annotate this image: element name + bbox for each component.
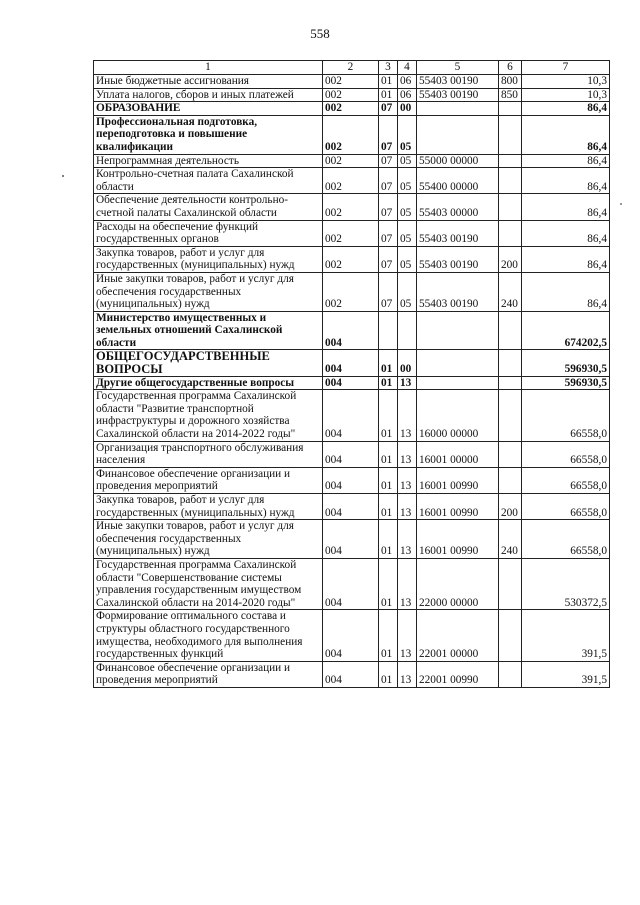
row-c5-cell: 55403 00000: [417, 194, 499, 220]
row-name-cell: Государственная программа Сахалинской области "Совершенствование системы управления государственным имуществом Сахалинской области на 2014-2020 годы": [94, 558, 323, 609]
scan-speck: [620, 203, 622, 205]
row-c4-cell: 05: [398, 194, 417, 220]
row-c7-cell: 66558,0: [522, 467, 610, 493]
row-c3-cell: 07: [379, 246, 398, 272]
row-name-cell: Финансовое обеспечение организации и проведения мероприятий: [94, 661, 323, 687]
row-c5-cell: 55000 00000: [417, 154, 499, 168]
row-c5-cell: 55400 00000: [417, 168, 499, 194]
row-name-cell: Финансовое обеспечение организации и проведения мероприятий: [94, 467, 323, 493]
column-header: 6: [499, 61, 522, 75]
table-row: [94, 467, 610, 493]
row-c7-cell: 66558,0: [522, 390, 610, 441]
row-c4-cell: 05: [398, 168, 417, 194]
row-c5-cell: 22001 00000: [417, 610, 499, 661]
row-c7-cell: 66558,0: [522, 520, 610, 559]
row-c2-cell: 002: [323, 168, 379, 194]
row-c7-cell: 86,4: [522, 102, 610, 116]
row-c7-cell: 10,3: [522, 88, 610, 102]
row-c6-cell: 200: [499, 494, 522, 520]
row-c2-cell: 004: [323, 610, 379, 661]
table-row: [94, 168, 610, 194]
row-c6-cell: [499, 220, 522, 246]
row-name-cell: Непрограммная деятельность: [94, 154, 323, 168]
row-c5-cell: [417, 102, 499, 116]
row-name-cell: ОБЩЕГОСУДАРСТВЕННЫЕ ВОПРОСЫ: [94, 350, 323, 376]
row-c6-cell: 800: [499, 75, 522, 89]
row-c6-cell: [499, 661, 522, 687]
row-c7-cell: 674202,5: [522, 311, 610, 350]
row-c7-cell: 66558,0: [522, 441, 610, 467]
row-c7-cell: 86,4: [522, 272, 610, 311]
row-c4-cell: 05: [398, 220, 417, 246]
row-c5-cell: [417, 311, 499, 350]
row-name-cell: Министерство имущественных и земельных отношений Сахалинской области: [94, 311, 323, 350]
row-c2-cell: 004: [323, 467, 379, 493]
row-c7-cell: 10,3: [522, 75, 610, 89]
table-row: [94, 115, 610, 154]
row-c7-cell: 391,5: [522, 661, 610, 687]
row-c2-cell: 004: [323, 441, 379, 467]
row-c6-cell: [499, 115, 522, 154]
row-c2-cell: 002: [323, 194, 379, 220]
row-c5-cell: [417, 350, 499, 376]
table-row: [94, 390, 610, 441]
column-header: 1: [94, 61, 323, 75]
table-row: [94, 350, 610, 376]
row-c2-cell: 004: [323, 558, 379, 609]
row-c7-cell: 86,4: [522, 220, 610, 246]
row-c5-cell: 55403 00190: [417, 246, 499, 272]
row-c3-cell: 07: [379, 194, 398, 220]
row-c2-cell: 002: [323, 154, 379, 168]
row-c6-cell: [499, 558, 522, 609]
row-c2-cell: 004: [323, 390, 379, 441]
row-c7-cell: 86,4: [522, 246, 610, 272]
row-c2-cell: 002: [323, 272, 379, 311]
row-c3-cell: 01: [379, 75, 398, 89]
table-row: [94, 311, 610, 350]
row-c2-cell: 004: [323, 494, 379, 520]
table-row: [94, 376, 610, 390]
budget-table: [93, 60, 610, 688]
row-c4-cell: 13: [398, 610, 417, 661]
row-c4-cell: 13: [398, 467, 417, 493]
column-header: 3: [379, 61, 398, 75]
row-c6-cell: [499, 376, 522, 390]
row-c4-cell: 13: [398, 441, 417, 467]
table-row: [94, 246, 610, 272]
row-c5-cell: 16001 00990: [417, 494, 499, 520]
row-name-cell: Контрольно-счетная палата Сахалинской области: [94, 168, 323, 194]
row-c3-cell: 01: [379, 520, 398, 559]
row-c6-cell: 850: [499, 88, 522, 102]
row-name-cell: Закупка товаров, работ и услуг для государственных (муниципальных) нужд: [94, 246, 323, 272]
column-header: 7: [522, 61, 610, 75]
row-c6-cell: [499, 350, 522, 376]
row-c5-cell: 22000 00000: [417, 558, 499, 609]
row-c3-cell: 07: [379, 168, 398, 194]
row-c3-cell: 07: [379, 102, 398, 116]
row-name-cell: ОБРАЗОВАНИЕ: [94, 102, 323, 116]
table-row: [94, 558, 610, 609]
row-c4-cell: 13: [398, 661, 417, 687]
column-header: 4: [398, 61, 417, 75]
row-c3-cell: 07: [379, 272, 398, 311]
table-body: [94, 75, 610, 688]
row-c3-cell: 07: [379, 154, 398, 168]
row-c4-cell: 13: [398, 558, 417, 609]
row-c3-cell: 01: [379, 661, 398, 687]
row-c6-cell: [499, 154, 522, 168]
row-c6-cell: [499, 390, 522, 441]
row-c3-cell: 01: [379, 467, 398, 493]
row-c7-cell: 66558,0: [522, 494, 610, 520]
table-row: [94, 194, 610, 220]
row-c2-cell: 002: [323, 102, 379, 116]
row-name-cell: Государственная программа Сахалинской области "Развитие транспортной инфраструктуры и дорожного хозяйства Сахалинской области на 2014-2022 годы": [94, 390, 323, 441]
row-name-cell: Профессиональная подготовка, переподготовка и повышение квалификации: [94, 115, 323, 154]
row-c3-cell: 07: [379, 220, 398, 246]
row-name-cell: Другие общегосударственные вопросы: [94, 376, 323, 390]
row-c7-cell: 596930,5: [522, 350, 610, 376]
row-c5-cell: 55403 00190: [417, 220, 499, 246]
row-c4-cell: 00: [398, 102, 417, 116]
row-c5-cell: [417, 115, 499, 154]
row-c2-cell: 004: [323, 661, 379, 687]
row-c5-cell: 55403 00190: [417, 88, 499, 102]
row-c6-cell: 200: [499, 246, 522, 272]
row-c3-cell: 01: [379, 376, 398, 390]
row-c6-cell: [499, 467, 522, 493]
row-c7-cell: 86,4: [522, 194, 610, 220]
row-c4-cell: 00: [398, 350, 417, 376]
row-c2-cell: 002: [323, 88, 379, 102]
row-c6-cell: [499, 311, 522, 350]
row-c4-cell: 05: [398, 272, 417, 311]
row-c4-cell: 05: [398, 154, 417, 168]
table-header-row: [94, 61, 610, 75]
row-c4-cell: 13: [398, 494, 417, 520]
row-c5-cell: 22001 00990: [417, 661, 499, 687]
row-c6-cell: [499, 441, 522, 467]
table-row: [94, 154, 610, 168]
row-c4-cell: 13: [398, 390, 417, 441]
row-c4-cell: 13: [398, 376, 417, 390]
row-c3-cell: 01: [379, 390, 398, 441]
row-c7-cell: 86,4: [522, 115, 610, 154]
row-c2-cell: 002: [323, 220, 379, 246]
row-c5-cell: 55403 00190: [417, 75, 499, 89]
table-row: [94, 494, 610, 520]
table-row: [94, 75, 610, 89]
row-c5-cell: 55403 00190: [417, 272, 499, 311]
row-c3-cell: 01: [379, 610, 398, 661]
row-c5-cell: 16001 00990: [417, 520, 499, 559]
row-c3-cell: 01: [379, 350, 398, 376]
row-c7-cell: 86,4: [522, 168, 610, 194]
row-c5-cell: 16000 00000: [417, 390, 499, 441]
row-c7-cell: 86,4: [522, 154, 610, 168]
row-c4-cell: 13: [398, 520, 417, 559]
row-c4-cell: 06: [398, 75, 417, 89]
table-row: [94, 661, 610, 687]
row-c2-cell: 002: [323, 115, 379, 154]
row-c3-cell: 01: [379, 88, 398, 102]
row-name-cell: Уплата налогов, сборов и иных платежей: [94, 88, 323, 102]
row-c6-cell: [499, 194, 522, 220]
table-row: [94, 441, 610, 467]
row-c3-cell: [379, 311, 398, 350]
table-row: [94, 88, 610, 102]
row-name-cell: Закупка товаров, работ и услуг для государственных (муниципальных) нужд: [94, 494, 323, 520]
row-name-cell: Расходы на обеспечение функций государственных органов: [94, 220, 323, 246]
row-c2-cell: 004: [323, 350, 379, 376]
row-c2-cell: 004: [323, 376, 379, 390]
row-name-cell: Иные закупки товаров, работ и услуг для обеспечения государственных (муниципальных) нужд: [94, 520, 323, 559]
table-row: [94, 610, 610, 661]
row-c6-cell: 240: [499, 272, 522, 311]
row-c3-cell: 01: [379, 558, 398, 609]
row-c2-cell: 002: [323, 246, 379, 272]
row-c3-cell: 01: [379, 441, 398, 467]
row-name-cell: Обеспечение деятельности контрольно-счетной палаты Сахалинской области: [94, 194, 323, 220]
table-row: [94, 520, 610, 559]
row-c4-cell: [398, 311, 417, 350]
row-name-cell: Иные бюджетные ассигнования: [94, 75, 323, 89]
column-header: 5: [417, 61, 499, 75]
row-c2-cell: 004: [323, 311, 379, 350]
row-c3-cell: 07: [379, 115, 398, 154]
row-c6-cell: 240: [499, 520, 522, 559]
row-name-cell: Организация транспортного обслуживания населения: [94, 441, 323, 467]
row-c7-cell: 391,5: [522, 610, 610, 661]
table-row: [94, 102, 610, 116]
row-c4-cell: 05: [398, 246, 417, 272]
table-row: [94, 220, 610, 246]
row-name-cell: Иные закупки товаров, работ и услуг для обеспечения государственных (муниципальных) нужд: [94, 272, 323, 311]
row-c6-cell: [499, 168, 522, 194]
row-c2-cell: 004: [323, 520, 379, 559]
row-c7-cell: 596930,5: [522, 376, 610, 390]
row-c5-cell: 16001 00000: [417, 441, 499, 467]
scan-speck: [62, 175, 64, 177]
row-c6-cell: [499, 610, 522, 661]
row-c4-cell: 05: [398, 115, 417, 154]
column-header: 2: [323, 61, 379, 75]
row-c2-cell: 002: [323, 75, 379, 89]
row-c5-cell: [417, 376, 499, 390]
row-c6-cell: [499, 102, 522, 116]
row-name-cell: Формирование оптимального состава и структуры областного государственного имущества, необходимого для выполнения государственных функций: [94, 610, 323, 661]
row-c4-cell: 06: [398, 88, 417, 102]
page-number: 558: [310, 26, 330, 41]
row-c3-cell: 01: [379, 494, 398, 520]
row-c7-cell: 530372,5: [522, 558, 610, 609]
row-c5-cell: 16001 00990: [417, 467, 499, 493]
table-row: [94, 272, 610, 311]
